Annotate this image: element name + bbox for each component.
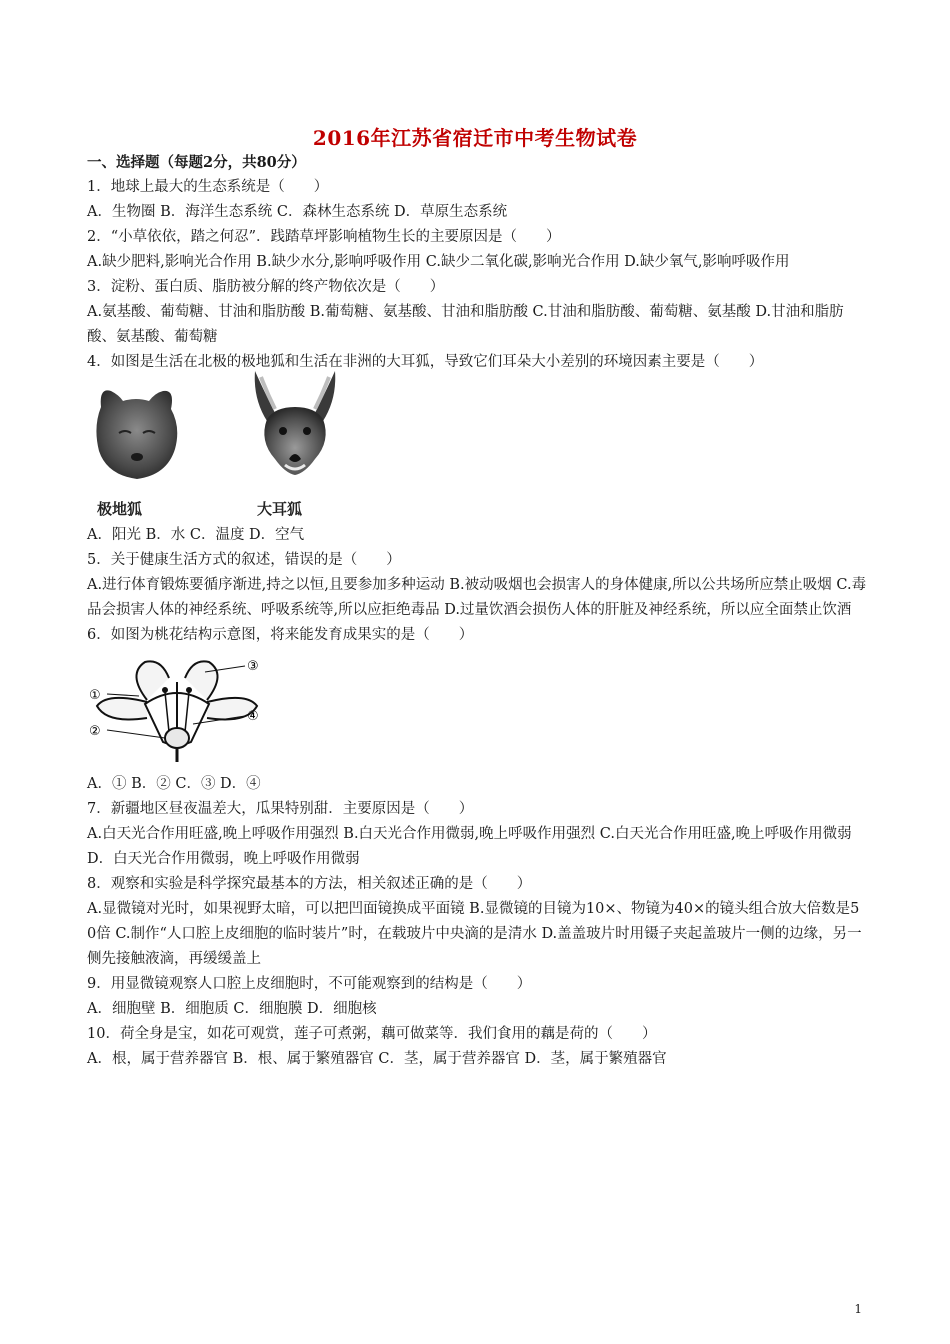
- peach-flower-diagram: [87, 652, 287, 768]
- fennec-fox-image: [245, 369, 345, 481]
- fennec-fox-label: 大耳狐: [257, 500, 303, 518]
- flower-label-2: ②: [89, 724, 101, 739]
- answer-options: A．细胞壁 B．细胞质 C．细胞膜 D．细胞核: [87, 1001, 377, 1017]
- page-number: 1: [854, 1302, 862, 1316]
- answer-options: A．生物圈 B．海洋生态系统 C．森林生态系统 D．草原生态系统: [87, 204, 508, 220]
- answer-options: A．① B．② C．③ D．④: [87, 776, 261, 792]
- question-text: 5．关于健康生活方式的叙述，错误的是（ ）: [87, 552, 401, 568]
- peach-flower-figure: [87, 652, 287, 772]
- section-heading: 一、选择题（每题2分，共80分）: [87, 154, 306, 171]
- answer-options: A．阳光 B．水 C．温度 D．空气: [87, 527, 305, 543]
- page-title: 2016年江苏省宿迁市中考生物试卷: [312, 126, 638, 150]
- answer-options: A.进行体育锻炼要循序渐进,持之以恒,且要参加多种运动 B.被动吸烟也会损害人的身体健康,所以公共场所应禁止吸烟 C.毒品会损害人体的神经系统、呼吸系统等,所以应拒绝毒品 D.过量饮酒会损伤人体的肝脏及神经系统，所以应全面禁止饮酒: [87, 577, 867, 618]
- answer-options: A.氨基酸、葡萄糖、甘油和脂肪酸 B.葡萄糖、氨基酸、甘油和脂肪酸 C.甘油和脂肪酸、葡萄糖、氨基酸 D.甘油和脂肪酸、氨基酸、葡萄糖: [87, 304, 844, 345]
- flower-label-1: ①: [89, 688, 101, 703]
- flower-label-4: ④: [247, 709, 259, 724]
- question-text: 10．荷全身是宝，如花可观赏，莲子可煮粥，藕可做菜等．我们食用的藕是荷的（ ）: [87, 1026, 657, 1042]
- question-text: 6．如图为桃花结构示意图，将来能发育成果实的是（ ）: [87, 627, 474, 643]
- arctic-fox-image: [89, 377, 184, 487]
- question-text: 1．地球上最大的生态系统是（ ）: [87, 179, 329, 195]
- question-text: 4．如图是生活在北极的极地狐和生活在非洲的大耳狐，导致它们耳朵大小差别的环境因素主要是（ ）: [87, 354, 764, 370]
- question-text: 9．用显微镜观察人口腔上皮细胞时，不可能观察到的结构是（ ）: [87, 976, 532, 992]
- answer-options: A.白天光合作用旺盛,晚上呼吸作用强烈 B.白天光合作用微弱,晚上呼吸作用强烈 C.白天光合作用旺盛,晚上呼吸作用微弱 D．白天光合作用微弱，晚上呼吸作用微弱: [87, 826, 852, 867]
- answer-options: A.缺少肥料,影响光合作用 B.缺少水分,影响呼吸作用 C.缺少二氧化碳,影响光合作用 D.缺少氧气,影响呼吸作用: [87, 254, 790, 270]
- arctic-fox-label: 极地狐: [97, 500, 143, 518]
- answer-options: A.显微镜对光时，如果视野太暗，可以把凹面镜换成平面镜 B.显微镜的目镜为10×、物镜为40×的镜头组合放大倍数是50倍 C.制作“人口腔上皮细胞的临时装片”时，在载玻片中央滴的是清水 D.盖盖玻片时用镊子夹起盖玻片一侧的边缘，另一侧先接触液滴，再缓缓盖上: [87, 901, 862, 967]
- fox-figure: [87, 375, 407, 523]
- question-text: 7．新疆地区昼夜温差大，瓜果特别甜．主要原因是（ ）: [87, 801, 474, 817]
- question-text: 2．“小草依依，踏之何忍”．践踏草坪影响植物生长的主要原因是（ ）: [87, 229, 561, 245]
- answer-options: A．根，属于营养器官 B．根、属于繁殖器官 C．茎，属于营养器官 D．茎，属于繁殖器官: [87, 1051, 667, 1067]
- flower-label-3: ③: [247, 659, 259, 674]
- question-content: [87, 150, 867, 1072]
- question-text: 3．淀粉、蛋白质、脂肪被分解的终产物依次是（ ）: [87, 279, 445, 295]
- question-text: 8．观察和实验是科学探究最基本的方法，相关叙述正确的是（ ）: [87, 876, 532, 892]
